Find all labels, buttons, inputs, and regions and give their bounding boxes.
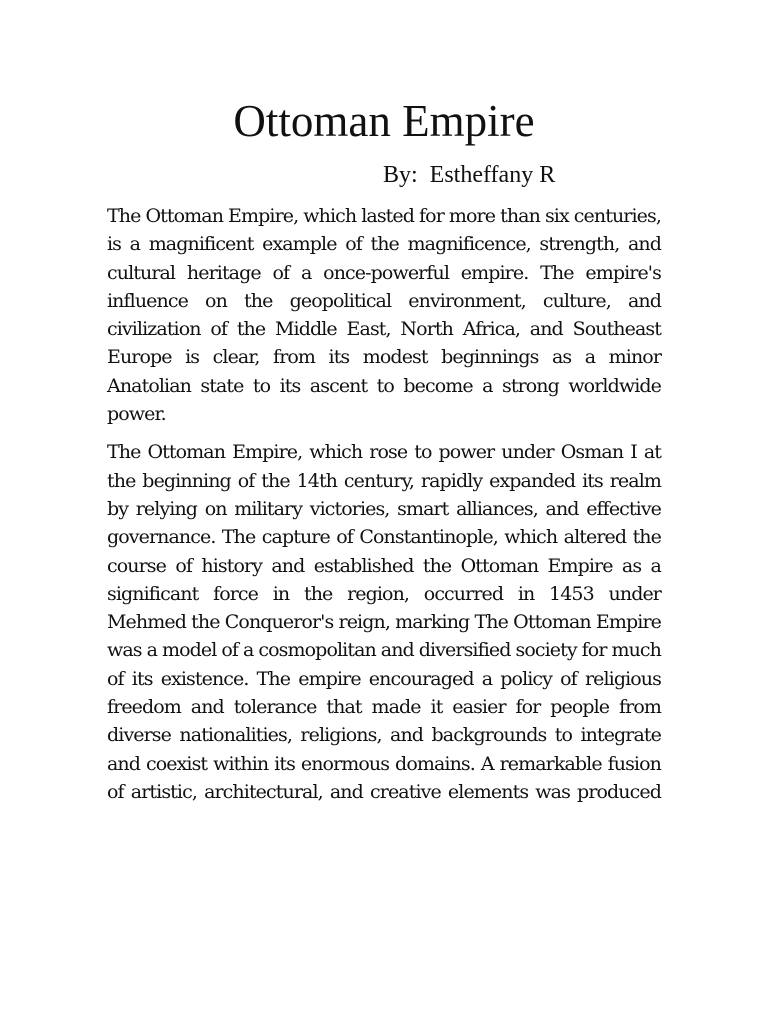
paragraph-2: The Ottoman Empire, which rose to power under Osman I at the beginning of the 14th century, rapidly expanded its realm by relying on military victories, smart alliances, and effective governance. The capture of Constantinople, which altered the course of history and established the Ottoman Empire as a significant force in the region, occurred in 1453 under Mehmed the Conqueror's reign, marking The Ottoman Empire was a model of a cosmopolitan and diversified society for much of its existence. The empire encouraged a policy of religious freedom and tolerance that made it easier for people from diverse nationalities, religions, and backgrounds to integrate and coexist within its enormous domains. A remarkable fusion of artistic, architectural, and creative elements was produced bbox=[107, 441, 661, 803]
paragraph-1: The Ottoman Empire, which lasted for more than six centuries, is a magnificent example of the magnificence, strength, and cultural heritage of a once-powerful empire. The empire's influence on the geopolitical environment, culture, and civilization of the Middle East, North Africa, and Southeast Europe is clear, from its modest beginnings as a minor Anatolian state to its ascent to become a strong worldwide power. bbox=[107, 205, 661, 426]
author-byline: By: Estheffany R bbox=[383, 162, 556, 188]
document-body bbox=[107, 202, 661, 816]
page-title: Ottoman Empire bbox=[233, 96, 535, 146]
